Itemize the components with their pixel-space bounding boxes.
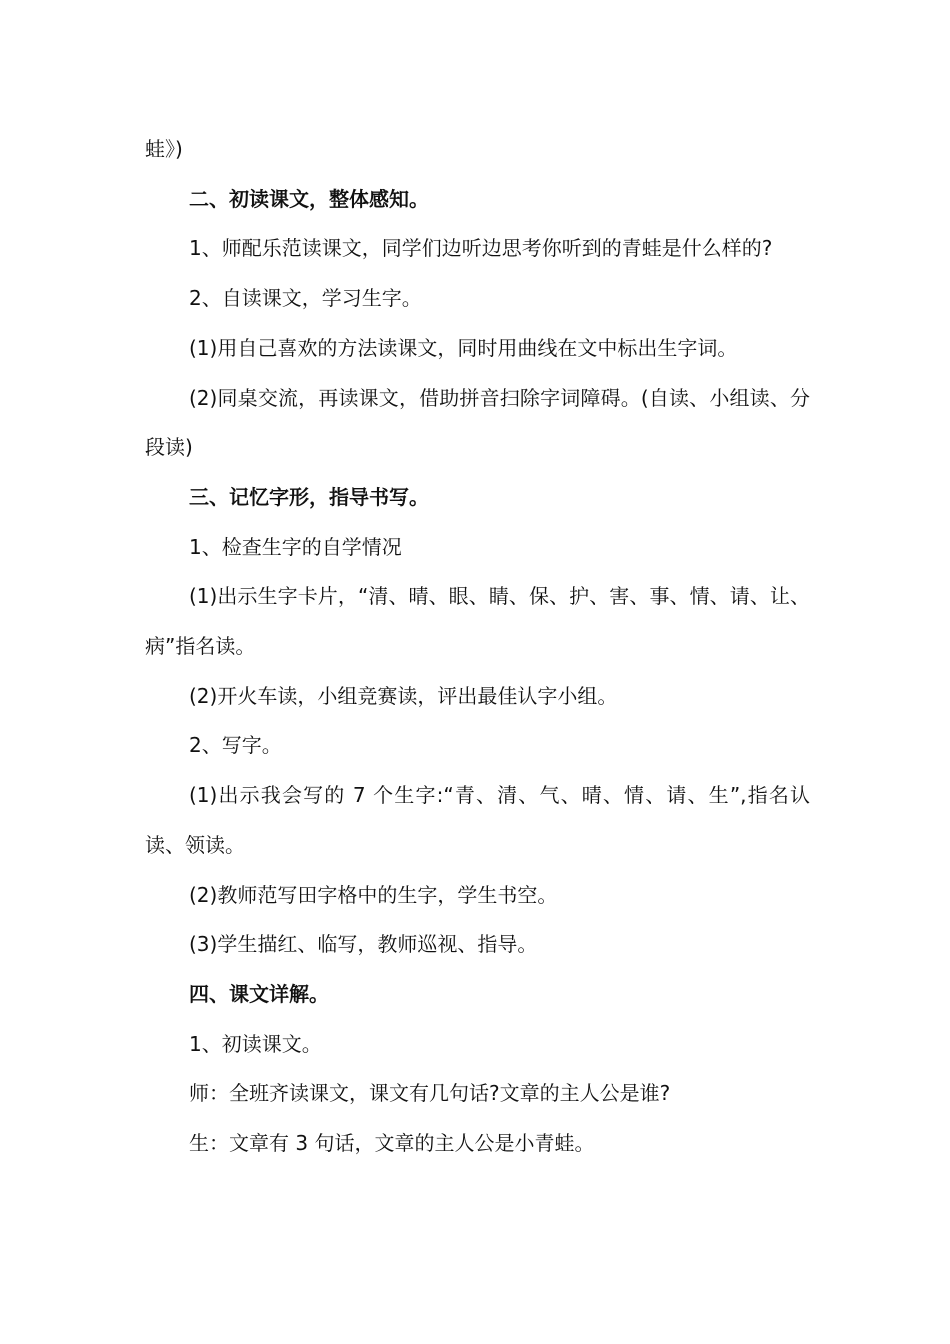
section-heading-2: 二、初读课文，整体感知。 xyxy=(189,186,429,211)
paragraph: (2)开火车读，小组竞赛读，评出最佳认字小组。 xyxy=(189,683,618,708)
paragraph-continuation: 蛙》) xyxy=(145,137,183,161)
section-heading-4: 四、课文详解。 xyxy=(189,981,329,1006)
paragraph: (3)学生描红、临写，教师巡视、指导。 xyxy=(189,932,538,957)
paragraph: (1)出示我会写的 7 个生字:“青、清、气、晴、情、请、生”,指名认读、领读。 xyxy=(145,783,810,857)
paragraph: (2)教师范写田字格中的生字，学生书空。 xyxy=(189,882,558,907)
section-heading-3: 三、记忆字形，指导书写。 xyxy=(189,484,429,509)
paragraph: 生：文章有 3 句话，文章的主人公是小青蛙。 xyxy=(189,1131,595,1156)
paragraph: 1、初读课文。 xyxy=(189,1031,322,1056)
document-body xyxy=(145,125,810,1169)
paragraph: (1)出示生字卡片，“清、晴、眼、睛、保、护、害、事、情、请、让、病”指名读。 xyxy=(145,584,810,659)
paragraph: 2、自读课文，学习生字。 xyxy=(189,286,422,311)
paragraph: 师：全班齐读课文，课文有几句话?文章的主人公是谁? xyxy=(189,1081,671,1106)
paragraph: 2、写字。 xyxy=(189,733,282,758)
paragraph: (2)同桌交流，再读课文，借助拼音扫除字词障碍。(自读、小组读、分段读) xyxy=(145,385,810,460)
paragraph: 1、检查生字的自学情况 xyxy=(189,534,402,559)
paragraph: (1)用自己喜欢的方法读课文，同时用曲线在文中标出生字词。 xyxy=(189,335,738,360)
paragraph: 1、师配乐范读课文，同学们边听边思考你听到的青蛙是什么样的? xyxy=(189,236,773,261)
